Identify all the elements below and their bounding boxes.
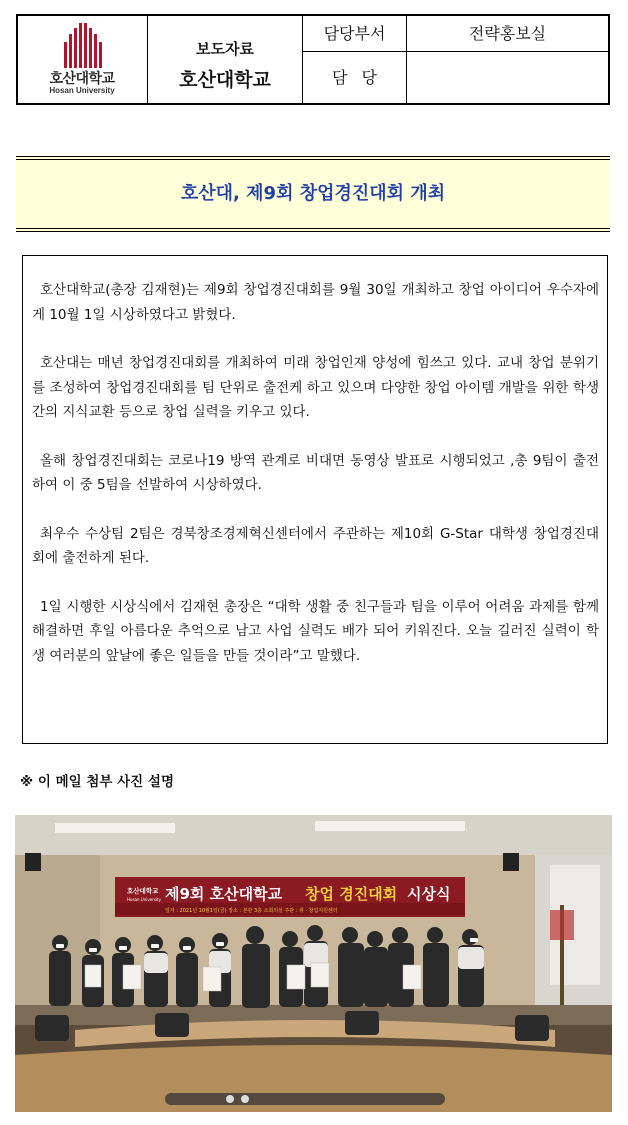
press-release-label: 보도자료 — [196, 40, 254, 58]
dept-label: 담당부서 — [303, 16, 407, 52]
paragraph-1: 호산대학교(총장 김재현)는 제9회 창업경진대회를 9월 30일 개최하고 창업 아이디어 우수자에게 10월 1일 시상하였다고 밝혔다. — [32, 282, 599, 323]
next-control-icon[interactable] — [241, 1095, 249, 1103]
university-emblem-icon — [60, 20, 106, 70]
banner-subtitle: 일자 : 2021년 10월1일(금) 장소 : 본관 3층 소회의실 주관 : 취 · 창업지원센터 — [165, 908, 338, 914]
banner-title-c: 시상식 — [407, 885, 451, 903]
university-logo — [18, 16, 148, 103]
banner-title-a: 제9회 호산대학교 — [165, 885, 283, 903]
press-header-table — [16, 14, 610, 105]
person-label: 담당 — [303, 52, 407, 103]
paragraph-2: 호산대는 매년 창업경진대회를 개최하여 미래 창업인재 양성에 힘쓰고 있다. 교내 창업 분위기를 조성하여 창업경진대회를 팀 단위로 출전케 하고 있으며 다양한 창업 아이템 개발을 위한 학생간의 지식교환 등으로 창업 실력을 키우고 있다. — [32, 355, 599, 420]
logo-name-ko: 호산대학교 — [49, 71, 115, 87]
article-body — [22, 255, 608, 744]
banner-title-b: 창업 경진대회 — [305, 885, 398, 903]
paragraph-4: 최우수 수상팀 2팀은 경북창조경제혁신센터에서 주관하는 제10회 G-Star 대학생 창업경진대회에 출전하게 된다. — [32, 525, 599, 566]
banner-logo: 호산대학교 — [127, 887, 159, 895]
person-value — [407, 52, 608, 103]
play-control-icon[interactable] — [226, 1095, 234, 1103]
paragraph-5: 1일 시행한 시상식에서 김재현 총장은 “대학 생활 중 친구들과 팀을 이루어 어려움 과제를 함께 해결하면 후일 아름다운 추억으로 남고 사업 실력도 배가 되어 키워진다. 오늘 길러진 실력이 학생 여러분의 앞날에 좋은 일들을 만들 것이라”고 말했다. — [32, 598, 599, 664]
headline: 호산대, 제9회 창업경진대회 개최 — [16, 156, 610, 232]
paragraph-3: 올해 창업경진대회는 코로나19 방역 관계로 비대면 동영상 발표로 시행되었고 ,총 9팀이 출전하여 이 중 5팀을 선발하여 시상하였다. — [32, 452, 599, 493]
dept-value: 전략홍보실 — [407, 16, 608, 52]
banner-logo-en: Hosan University — [127, 897, 161, 902]
ceremony-photo — [15, 815, 612, 1112]
logo-name-en: Hosan University — [49, 86, 115, 95]
press-title-cell — [148, 16, 303, 103]
university-name: 호산대학교 — [179, 69, 271, 91]
ceremony-photo-illustration — [15, 815, 612, 1112]
photo-caption: ※ 이 메일 첨부 사진 설명 — [20, 774, 174, 790]
video-player-bar[interactable] — [165, 1093, 445, 1105]
